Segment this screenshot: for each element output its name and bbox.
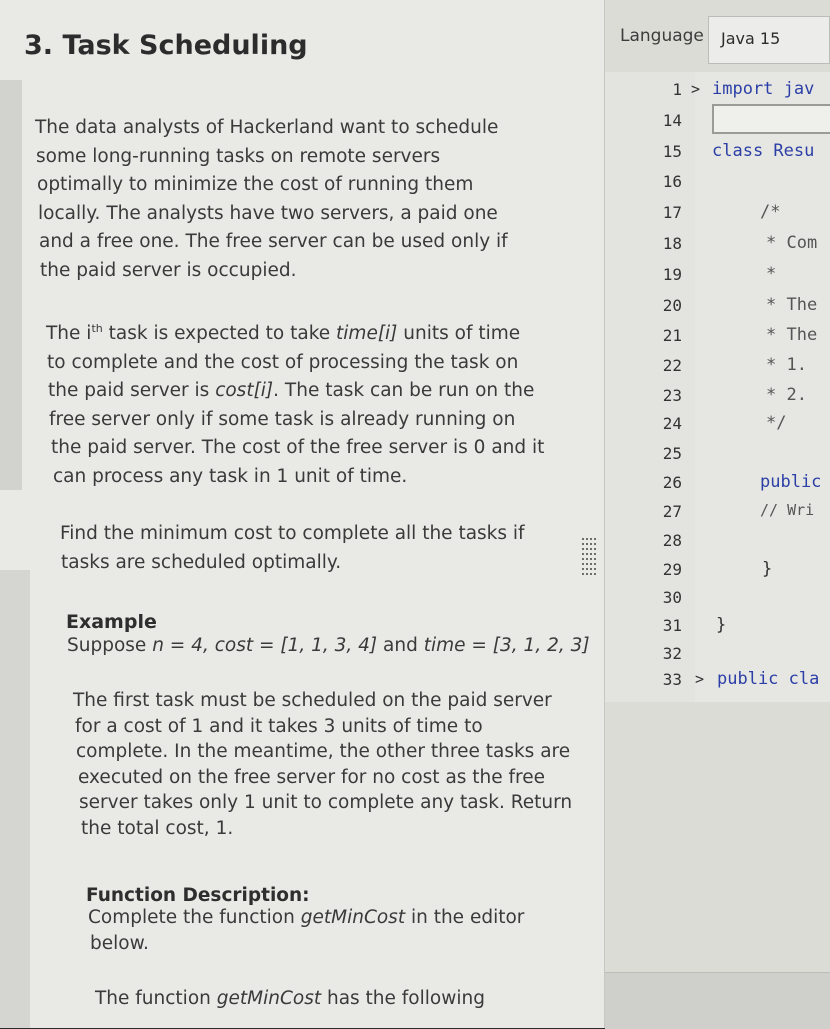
example-time: time = [3, 1, 2, 3] (423, 635, 590, 656)
grip-dots (582, 548, 596, 550)
text-line: below. (90, 933, 149, 954)
code-editor[interactable] (695, 72, 830, 702)
line-number: 18 (662, 234, 682, 253)
objective-paragraph (60, 520, 525, 577)
function-name: getMinCost (216, 988, 322, 1009)
fold-toggle-icon[interactable]: > (691, 80, 701, 98)
text: the paid server is (48, 380, 216, 401)
code-line: * 1. (766, 355, 807, 375)
code-line: * The (766, 295, 818, 315)
line-number: 1 (672, 80, 682, 99)
grip-dots (582, 538, 596, 540)
text: Suppose (67, 635, 153, 656)
text: units of time (397, 323, 521, 344)
text: The function (95, 988, 217, 1009)
function-description-text (88, 905, 524, 957)
text-line: The data analysts of Hackerland want to schedule (35, 117, 499, 138)
line-number: 20 (662, 296, 682, 315)
cost-variable: cost[i] (215, 380, 274, 401)
code-line: * The (766, 325, 818, 345)
panel-shadow-edge (0, 80, 22, 490)
text-line: The first task must be scheduled on the paid server (73, 690, 552, 711)
code-line: * Com (766, 233, 818, 253)
line-number: 22 (662, 356, 682, 375)
text-line: complete. In the meantime, the other three tasks are (76, 741, 571, 762)
line-number: 27 (662, 502, 682, 521)
text: . The task can be run on the (273, 380, 535, 401)
text-line: the paid server. The cost of the free server is 0 and it (51, 437, 545, 458)
function-parameters-intro (95, 985, 485, 1014)
grip-dots (582, 563, 596, 565)
code-line: public cla (717, 669, 820, 689)
code-line: * (766, 264, 777, 284)
line-number: 16 (662, 172, 682, 191)
text-line: the total cost, 1. (81, 817, 234, 839)
code-line: class Resu (712, 141, 815, 161)
example-input (67, 635, 590, 656)
fold-toggle-icon[interactable]: > (695, 670, 705, 688)
text-line: to complete and the cost of processing the task on (47, 351, 519, 373)
problem-intro-paragraph (35, 114, 508, 285)
grip-dots (582, 553, 596, 555)
text: in the editor (405, 907, 525, 928)
text-line: the paid server is occupied. (40, 259, 297, 281)
text-line: can process any task in 1 unit of time. (53, 465, 408, 487)
line-number: 25 (662, 444, 682, 463)
text-line: and a free one. The free server can be used only if (39, 231, 508, 252)
function-name: getMinCost (300, 907, 406, 928)
text-line: server takes only 1 unit to complete any task. Return (79, 792, 573, 813)
example-heading: Example (66, 611, 157, 633)
line-number: 15 (662, 142, 682, 161)
code-line: } (762, 559, 773, 579)
function-description-heading: Function Description: (86, 885, 310, 906)
example-explanation (73, 688, 572, 841)
line-number: 32 (662, 644, 682, 663)
editor-footer (605, 972, 830, 1029)
line-number: 30 (662, 588, 682, 607)
line-number: 29 (662, 560, 682, 579)
line-number: 23 (662, 386, 682, 405)
text-line: Find the minimum cost to complete all the tasks if (60, 523, 525, 544)
text-line: some long-running tasks on remote servers (36, 145, 441, 167)
line-number: 24 (662, 414, 682, 433)
text-line: optimally to minimize the cost of running them (37, 174, 474, 195)
text: The i (46, 323, 92, 344)
code-line: } (716, 615, 727, 635)
code-line: /* (760, 202, 781, 222)
time-variable: time[i] (336, 323, 398, 344)
text: task is expected to take (102, 323, 337, 344)
text: has the following (321, 988, 485, 1009)
language-label: Language (620, 26, 704, 46)
problem-title: 3. Task Scheduling (24, 30, 308, 61)
text: Complete the function (88, 907, 301, 928)
line-number: 33 (662, 670, 682, 689)
text-line (46, 320, 544, 349)
text-line: executed on the free server for no cost as the free (78, 766, 546, 788)
line-number: 31 (662, 616, 682, 635)
text-line: locally. The analysts have two servers, a paid one (38, 202, 498, 224)
text-line: tasks are scheduled optimally. (61, 551, 342, 573)
text: and (377, 635, 424, 656)
line-number: 17 (662, 203, 682, 222)
task-definition-paragraph (46, 320, 544, 491)
language-select[interactable]: Java 15 (708, 16, 830, 64)
panel-shadow-edge-lower (0, 570, 30, 1028)
code-line: * 2. (766, 385, 807, 405)
code-line: */ (766, 413, 787, 433)
grip-dots (582, 558, 596, 560)
line-number: 28 (662, 531, 682, 550)
text-line (95, 985, 485, 1014)
example-n-cost: n = 4, cost = [1, 1, 3, 4] (152, 635, 378, 656)
text-line (48, 377, 544, 406)
line-number: 19 (662, 265, 682, 284)
text-line: for a cost of 1 and it takes 3 units of time to (75, 715, 483, 737)
code-line: // Wri (760, 501, 815, 519)
line-number: 21 (662, 326, 682, 345)
grip-dots (582, 573, 596, 575)
active-line-input[interactable] (712, 104, 830, 134)
text-line (88, 905, 524, 931)
grip-dots (582, 568, 596, 570)
text-line: free server only if some task is already running on (49, 408, 516, 430)
code-line: public (760, 472, 822, 492)
superscript: th (91, 321, 103, 335)
grip-dots (582, 543, 596, 545)
line-number: 26 (662, 473, 682, 492)
panel-resize-handle[interactable] (582, 538, 596, 598)
line-number: 14 (662, 111, 682, 130)
code-line: import jav (712, 79, 815, 99)
